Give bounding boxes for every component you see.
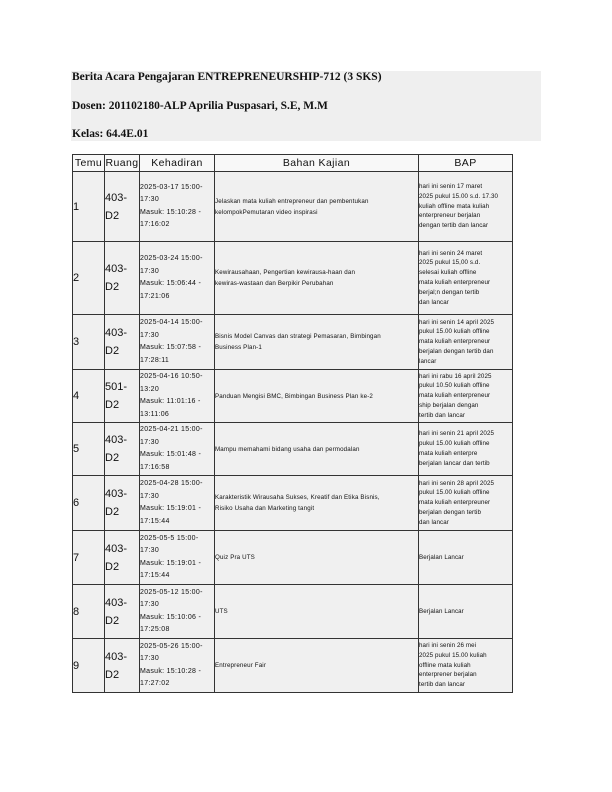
attendance-line: 17:30 [140,267,160,275]
attendance-cell [140,585,215,639]
table-row [73,639,513,693]
study-material-cell [215,172,419,242]
attendance-line: 17:15:44 [140,517,170,525]
meeting-number-cell: 3 [73,315,105,370]
room-cell [105,370,140,423]
attendance-line: Masuk: 15:19:01 - [140,505,202,512]
attendance-line: 17:30 [140,492,160,500]
room-cell [105,476,140,531]
attendance-line: 2025-04-14 15:00- [140,319,203,326]
bap-line: mata kuliah enterpreneur [419,392,491,400]
meeting-number-cell: 1 [73,172,105,242]
meeting-number-cell: 4 [73,370,105,423]
attendance-line: 17:16:58 [140,463,170,471]
table-header-row [73,155,513,172]
attendance-line: 17:21:06 [140,292,170,300]
bap-line: hari ini senin 21 april 2025 [419,430,495,438]
study-material-line: Jelaskan mata kuliah entrepreneur dan pembentukan [215,197,369,205]
study-material-line: Risiko Usaha dan Marketing tangit [215,505,315,512]
column-header-kehadiran: Kehadiran [140,155,215,172]
room-text: 403-D2 [105,327,128,357]
bap-line: hari ini senin 28 april 2025 [419,479,495,487]
room-text: 403-D2 [105,191,128,222]
study-material-cell [215,370,419,423]
attendance-line: 17:30 [140,438,160,446]
bap-line: tertib dan lancar [419,681,466,689]
lecturer-line: Dosen: 201102180-ALP Aprilia Puspasari, S.E, M.M [72,100,328,112]
bap-line: hari ini rabu 16 april 2025 [419,372,492,380]
bap-line: pukul 10.50 kuliah offline [419,382,490,390]
study-material-line: Karakteristik Wirausaha Sukses, Kreatif dan Etika Bisnis, [215,494,380,501]
attendance-cell [140,531,215,585]
bap-line: lancar [419,357,437,365]
room-text: 403-D2 [105,542,128,573]
bap-cell [419,585,513,639]
attendance-line: 2025-05-5 15:00- [140,534,199,542]
bap-cell [419,370,513,423]
bap-line: berjalan dengan tertib dan [419,347,494,355]
bap-line: dengan tertib dan lancar [419,222,489,230]
meeting-number-cell: 8 [73,585,105,639]
attendance-line: Masuk: 15:10:28 - [140,667,202,675]
document-header [71,71,541,141]
column-header-bahan-kajian: Bahan Kajian [215,155,419,172]
table-row [73,315,513,370]
bap-line: berjal;n dengan tertib [419,288,480,296]
bap-line: mata kuliah enterpreuner [419,499,491,507]
attendance-line: 2025-03-17 15:00- [140,183,203,191]
bap-line: enterprener berjalan [419,671,477,679]
table-row [73,242,513,315]
meeting-number-cell: 2 [73,242,105,315]
study-material-cell [215,423,419,476]
document-title: Berita Acara Pengajaran ENTREPRENEURSHIP-712 (3 SKS) [72,71,382,83]
study-material-line: Bisnis Model Canvas dan strategi Pemasaran, Bimbingan [215,333,381,340]
bap-line: dan lancar [419,518,449,526]
attendance-line: 2025-04-21 15:00- [140,426,203,433]
bap-line: 2025 pukul 15.00 kuliah [419,651,487,659]
attendance-line: 17:30 [140,331,160,339]
meeting-number-cell: 5 [73,423,105,476]
attendance-line: Masuk: 15:19:01 - [140,559,202,567]
room-text: 403-D2 [105,488,128,518]
bap-cell [419,315,513,370]
study-material-line: kelompokPemutaran video inspirasi [215,208,318,216]
bap-line: 2025 pukul 15.00 s.d. 17.30 [419,192,499,200]
study-material-cell [215,531,419,585]
room-cell [105,531,140,585]
room-cell [105,242,140,315]
study-material-cell [215,585,419,639]
bap-line: mata kuliah enterpreneur [419,338,491,346]
attendance-cell [140,476,215,531]
attendance-line: 17:30 [140,601,160,608]
table-row [73,585,513,639]
meeting-number-cell: 6 [73,476,105,531]
bap-cell [419,531,513,585]
attendance-line: Masuk: 11:01:16 - [140,398,201,405]
column-header-temu: Temu [73,155,105,172]
attendance-cell [140,423,215,476]
bap-cell [419,172,513,242]
room-text: 501-D2 [105,381,128,411]
class-line: Kelas: 64.4E.01 [72,128,149,140]
bap-line: berjalan lancar dan tertib [419,459,490,467]
bap-line: hari ini senin 14 april 2025 [419,318,495,326]
table-row [73,172,513,242]
attendance-line: 2025-04-16 10:50- [140,373,203,380]
room-text: 403-D2 [105,434,128,464]
bap-line: hari ini senin 17 maret [419,183,483,190]
bap-line: pukul 15.00 kuliah offline [419,440,490,448]
room-text: 403-D2 [105,650,128,681]
attendance-line: 2025-04-28 15:00- [140,480,203,487]
attendance-line: 2025-05-26 15:00- [140,642,203,650]
bap-cell [419,639,513,693]
study-material-cell [215,242,419,315]
study-material-cell [215,476,419,531]
attendance-line: Masuk: 15:10:28 - [140,208,202,216]
attendance-cell [140,172,215,242]
study-material-line: Kewirausahaan, Pengertian kewirausa-haan dan [215,269,356,276]
study-material-line: Mampu memahami bidang usaha dan permodalan [215,445,360,453]
study-material-line: UTS [215,608,228,615]
attendance-line: 2025-03-24 15:00- [140,255,203,262]
bap-line: tertib dan lancar [419,411,466,419]
attendance-line: 17:30 [140,655,160,662]
attendance-cell [140,242,215,315]
bap-line: kuliah offline mata kuliah [419,202,490,210]
attendance-line: Masuk: 15:07:58 - [140,344,202,351]
column-header-ruang: Ruang [105,155,140,172]
bap-cell [419,242,513,315]
attendance-line: 13:11:06 [140,410,170,418]
room-cell [105,315,140,370]
room-cell [105,585,140,639]
table-row [73,370,513,423]
attendance-line: 17:30 [140,547,160,554]
attendance-line: 17:30 [140,196,160,203]
attendance-cell [140,639,215,693]
bap-line: 2025 pukul 15,00 s.d. [419,259,481,267]
attendance-line: 17:27:02 [140,680,170,687]
table-row [73,476,513,531]
study-material-cell [215,639,419,693]
table-row [73,423,513,476]
bap-cell [419,476,513,531]
meeting-number-cell: 7 [73,531,105,585]
teaching-record-table [72,154,513,693]
study-material-line: kewiras-wastaan dan Berpikir Perubahan [215,280,334,287]
room-cell [105,639,140,693]
table-row [73,531,513,585]
attendance-line: 2025-05-12 15:00- [140,588,203,596]
bap-line: dan lancar [419,298,449,306]
room-cell [105,172,140,242]
study-material-line: Entrepreneur Fair [215,662,267,669]
attendance-line: 17:28:11 [140,356,170,364]
bap-line: offline mata kuliah [419,661,471,669]
bap-line: Berjalan Lancar [419,607,464,615]
attendance-line: Masuk: 15:10:06 - [140,613,202,621]
study-material-cell [215,315,419,370]
bap-line: enterpreneur berjalan [419,212,481,220]
bap-line: selesai kuliah offline [419,269,477,277]
attendance-line: 13:20 [140,385,160,393]
bap-line: hari ini senin 24 maret [419,249,483,257]
study-material-line: Business Plan-1 [215,344,262,351]
bap-line: pukul 15.00 kuliah offline [419,328,490,336]
attendance-line: Masuk: 15:01:48 - [140,451,202,458]
bap-line: mata kuliah enterpre [419,450,478,457]
bap-line: mata kuliah enterpreneur [419,279,491,286]
column-header-bap: BAP [419,155,513,172]
room-text: 403-D2 [105,596,128,627]
attendance-line: 17:16:02 [140,221,170,228]
bap-line: Berjalan Lancar [419,553,464,561]
bap-line: berjalan dengan tertib [419,508,482,516]
meeting-number-cell: 9 [73,639,105,693]
attendance-line: Masuk: 15:06:44 - [140,280,202,287]
bap-line: ship berjalan dengan [419,401,479,409]
attendance-line: 17:15:44 [140,572,170,579]
bap-line: hari ini senin 26 mei [419,642,477,649]
bap-cell [419,423,513,476]
room-text: 403-D2 [105,263,128,293]
attendance-cell [140,370,215,423]
attendance-cell [140,315,215,370]
study-material-line: Panduan Mengisi BMC, Bimbingan Business Plan ke-2 [215,392,373,400]
bap-line: pukul 15.00 kuliah offline [419,489,490,497]
room-cell [105,423,140,476]
study-material-line: Quiz Pra UTS [215,554,255,561]
attendance-line: 17:25:08 [140,626,170,633]
